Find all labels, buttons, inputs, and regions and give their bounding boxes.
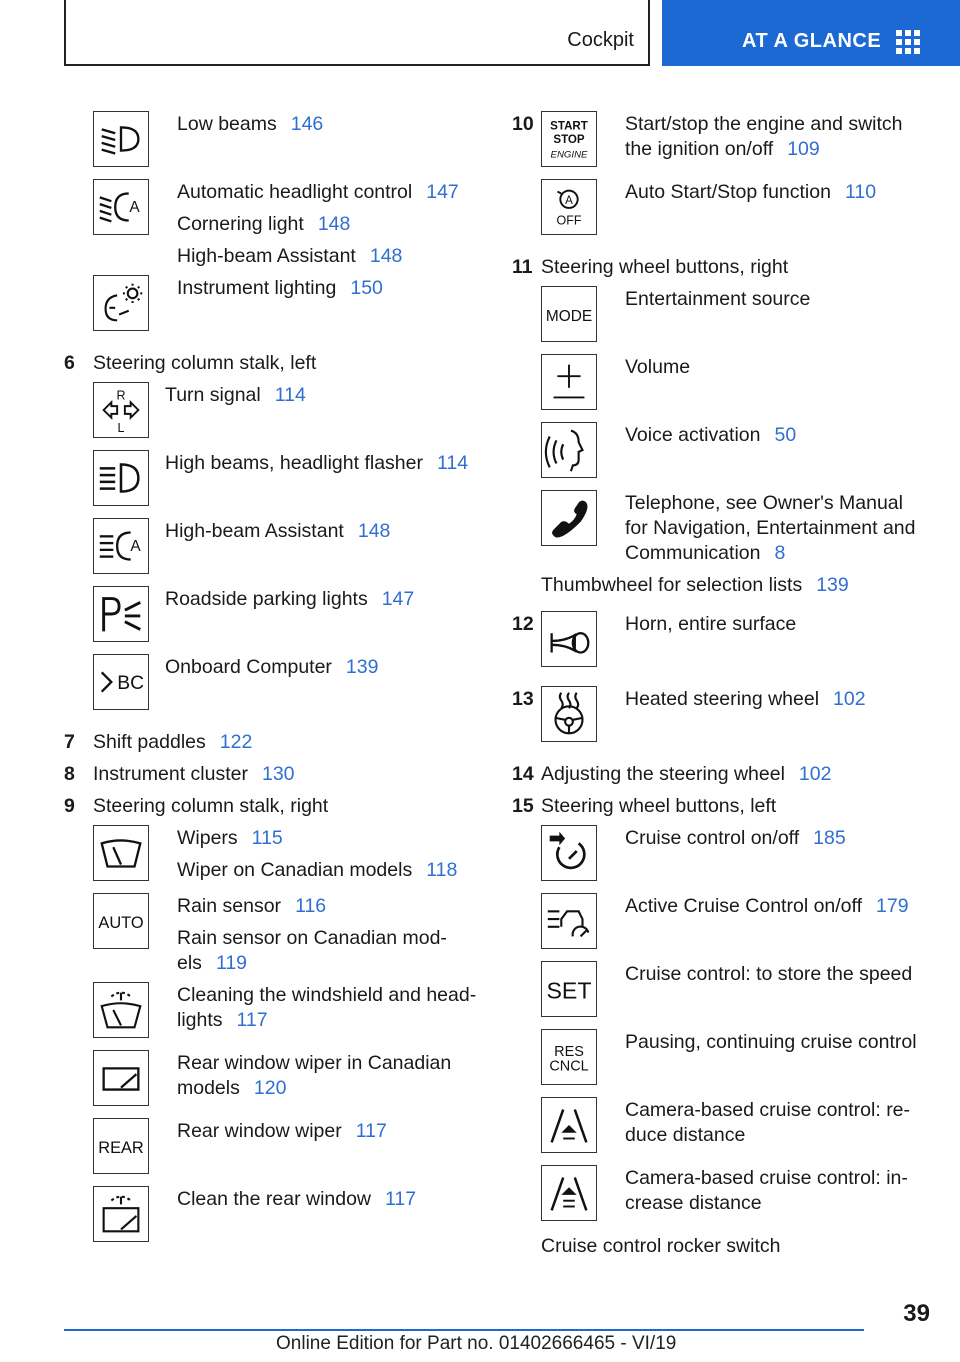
voice-activation-icon (541, 422, 597, 478)
reduce-distance-entry-cont: duce distance (625, 1124, 746, 1146)
item-number: 10 (512, 113, 534, 135)
set-speed-entry: Cruise control: to store the speed (625, 963, 913, 985)
page-link[interactable]: 120 (253, 1077, 287, 1099)
page-link[interactable]: 117 (355, 1120, 387, 1142)
item-number: 11 (512, 256, 533, 278)
mode-button-icon (541, 286, 597, 342)
page-link[interactable]: 148 (317, 213, 351, 235)
steering-buttons-right-heading: Steering wheel buttons, right (541, 256, 789, 278)
item-number: 15 (512, 795, 534, 817)
page-link[interactable]: 8 (774, 542, 786, 564)
svg-text:MODE: MODE (545, 307, 593, 325)
page-link[interactable]: 109 (787, 138, 820, 160)
wipers-icon (93, 825, 149, 881)
active-cruise-entry: Active Cruise Control on/off 179 (625, 895, 909, 917)
clean-windshield-entry-cont: lights 117 (177, 1009, 268, 1031)
item-number: 12 (512, 613, 534, 635)
horn-icon (541, 611, 597, 667)
high-beams-icon (93, 450, 149, 506)
increase-distance-entry-cont: crease distance (625, 1192, 762, 1214)
chapter-title: AT A GLANCE (742, 30, 882, 52)
item-number: 6 (64, 352, 75, 374)
rear-wiper-icon (93, 1118, 149, 1174)
rear-washer-icon (93, 1186, 149, 1242)
page-number: 39 (903, 1300, 930, 1327)
svg-text:SET: SET (546, 977, 592, 1004)
start-stop-icon (541, 111, 597, 167)
windshield-washer-icon (93, 982, 149, 1038)
adjust-steering-entry: Adjusting the steering wheel 102 (541, 763, 832, 785)
item-number: 13 (512, 688, 534, 710)
page-link[interactable]: 102 (798, 763, 832, 785)
telephone-entry-cont: for Navigation, Entertainment and (625, 517, 916, 539)
steering-stalk-right-heading: Steering column stalk, right (93, 795, 329, 817)
increase-distance-entry: Camera-based cruise control: in- (625, 1167, 908, 1189)
reduce-distance-icon (541, 1097, 597, 1153)
cornering-light-entry: Cornering light 148 (177, 213, 351, 235)
telephone-entry-cont2: Communication 8 (625, 542, 786, 564)
voice-activation-entry: Voice activation 50 (625, 424, 797, 446)
svg-text:REAR: REAR (98, 1138, 144, 1157)
page-link[interactable]: 185 (813, 827, 846, 849)
page-link[interactable]: 119 (215, 952, 248, 974)
svg-text:R: R (116, 388, 126, 403)
page-link[interactable]: 146 (290, 113, 324, 135)
page-link[interactable]: 116 (295, 895, 327, 917)
cruise-control-icon (541, 825, 597, 881)
increase-distance-icon (541, 1165, 597, 1221)
rain-sensor-canadian-entry: Rain sensor on Canadian mod- (177, 927, 447, 949)
low-beams-icon (93, 111, 149, 167)
pause-cruise-entry: Pausing, continuing cruise control (625, 1031, 917, 1053)
grid-icon (896, 30, 922, 52)
page-link[interactable]: 114 (437, 452, 469, 474)
svg-text:STOP: STOP (553, 133, 585, 146)
svg-text:BC: BC (117, 672, 145, 694)
page-link[interactable]: 122 (219, 731, 253, 753)
res-cncl-icon (541, 1029, 597, 1085)
high-beam-assistant-icon (93, 518, 149, 574)
page-link[interactable]: 117 (236, 1009, 268, 1031)
page-link[interactable]: 118 (426, 859, 458, 881)
volume-entry: Volume (625, 356, 691, 378)
rear-wiper-entry: Rear window wiper 117 (177, 1120, 387, 1142)
svg-text:RES: RES (554, 1044, 584, 1061)
steering-stalk-left-heading: Steering column stalk, left (93, 352, 317, 374)
wipers-entry: Wipers 115 (177, 827, 283, 849)
item-number: 7 (64, 731, 75, 753)
set-button-icon (541, 961, 597, 1017)
entertainment-source-entry: Entertainment source (625, 288, 811, 310)
page-link[interactable]: 150 (350, 277, 383, 299)
wiper-canadian-entry: Wiper on Canadian models 118 (177, 859, 458, 881)
auto-headlight-entry: Automatic headlight control 147 (177, 181, 459, 203)
phone-icon (541, 490, 597, 546)
header-chapter-tab[interactable] (662, 0, 960, 66)
item-number: 8 (64, 763, 75, 785)
instrument-cluster-entry: Instrument cluster 130 (93, 763, 295, 785)
parking-lights-entry: Roadside parking lights 147 (165, 588, 415, 610)
clean-windshield-entry: Cleaning the windshield and head- (177, 984, 477, 1006)
auto-start-stop-entry: Auto Start/Stop function 110 (625, 181, 877, 203)
page-link[interactable]: 147 (381, 588, 415, 610)
page-link[interactable]: 102 (833, 688, 866, 710)
header-left-frame (64, 0, 650, 66)
auto-headlight-icon (93, 179, 149, 235)
footer-divider (64, 1329, 864, 1331)
clean-rear-window-entry: Clean the rear window 117 (177, 1188, 417, 1210)
svg-text:START: START (550, 120, 588, 133)
svg-text:L: L (117, 421, 125, 436)
page-link[interactable]: 115 (251, 827, 283, 849)
turn-signal-icon (93, 382, 149, 438)
auto-start-stop-icon (541, 179, 597, 235)
rain-sensor-icon (93, 893, 149, 949)
high-beam-assistant-entry-2: High-beam Assistant 148 (165, 520, 391, 542)
telephone-entry: Telephone, see Owner's Manual (625, 492, 903, 514)
rear-wiper-canadian-entry-cont: models 120 (177, 1077, 287, 1099)
start-stop-entry-cont: the ignition on/off 109 (625, 138, 820, 160)
svg-text:ENGINE: ENGINE (550, 149, 588, 161)
rocker-switch-entry: Cruise control rocker switch (541, 1235, 781, 1257)
item-number: 9 (64, 795, 75, 817)
heated-steering-icon (541, 686, 597, 742)
volume-icon (541, 354, 597, 410)
onboard-computer-entry: Onboard Computer 139 (165, 656, 379, 678)
page-link[interactable]: 139 (345, 656, 379, 678)
svg-text:A: A (130, 537, 141, 555)
shift-paddles-entry: Shift paddles 122 (93, 731, 253, 753)
svg-text:CNCL: CNCL (549, 1058, 589, 1075)
page-link[interactable]: 148 (357, 520, 391, 542)
rain-sensor-entry: Rain sensor 116 (177, 895, 327, 917)
svg-text:A: A (129, 198, 140, 216)
page-link[interactable]: 117 (385, 1188, 417, 1210)
thumbwheel-entry: Thumbwheel for selection lists 139 (541, 574, 849, 596)
heated-steering-entry: Heated steering wheel 102 (625, 688, 866, 710)
low-beams-entry: Low beams 146 (177, 113, 324, 135)
page-link[interactable]: 179 (876, 895, 909, 917)
turn-signal-entry: Turn signal 114 (165, 384, 306, 406)
active-cruise-icon (541, 893, 597, 949)
page-link[interactable]: 139 (816, 574, 849, 596)
rain-sensor-canadian-entry-cont: els 119 (177, 952, 248, 974)
svg-text:AUTO: AUTO (98, 913, 144, 932)
cruise-control-entry: Cruise control on/off 185 (625, 827, 846, 849)
rear-wiper-canadian-icon (93, 1050, 149, 1106)
page-link[interactable]: 50 (774, 424, 797, 446)
svg-text:OFF: OFF (556, 213, 582, 228)
rear-wiper-canadian-entry: Rear window wiper in Canadian (177, 1052, 452, 1074)
instrument-lighting-icon (93, 275, 149, 331)
high-beams-entry: High beams, headlight flasher 114 (165, 452, 469, 474)
start-stop-entry: Start/stop the engine and switch (625, 113, 903, 135)
page-link[interactable]: 114 (274, 384, 306, 406)
page-link[interactable]: 130 (261, 763, 295, 785)
page-link[interactable]: 110 (844, 181, 877, 203)
reduce-distance-entry: Camera-based cruise control: re- (625, 1099, 911, 1121)
steering-buttons-left-heading: Steering wheel buttons, left (541, 795, 777, 817)
high-beam-assistant-entry: High-beam Assistant 148 (177, 245, 403, 267)
instrument-lighting-entry: Instrument lighting 150 (177, 277, 383, 299)
onboard-computer-icon (93, 654, 149, 710)
item-number: 14 (512, 763, 534, 785)
page-link[interactable]: 148 (369, 245, 403, 267)
page-link[interactable]: 147 (426, 181, 459, 203)
parking-lights-icon (93, 586, 149, 642)
horn-entry: Horn, entire surface (625, 613, 797, 635)
svg-text:A: A (565, 195, 573, 208)
section-title: Cockpit (567, 29, 634, 51)
footer-edition: Online Edition for Part no. 01402666465 - VI/19 (276, 1333, 677, 1354)
